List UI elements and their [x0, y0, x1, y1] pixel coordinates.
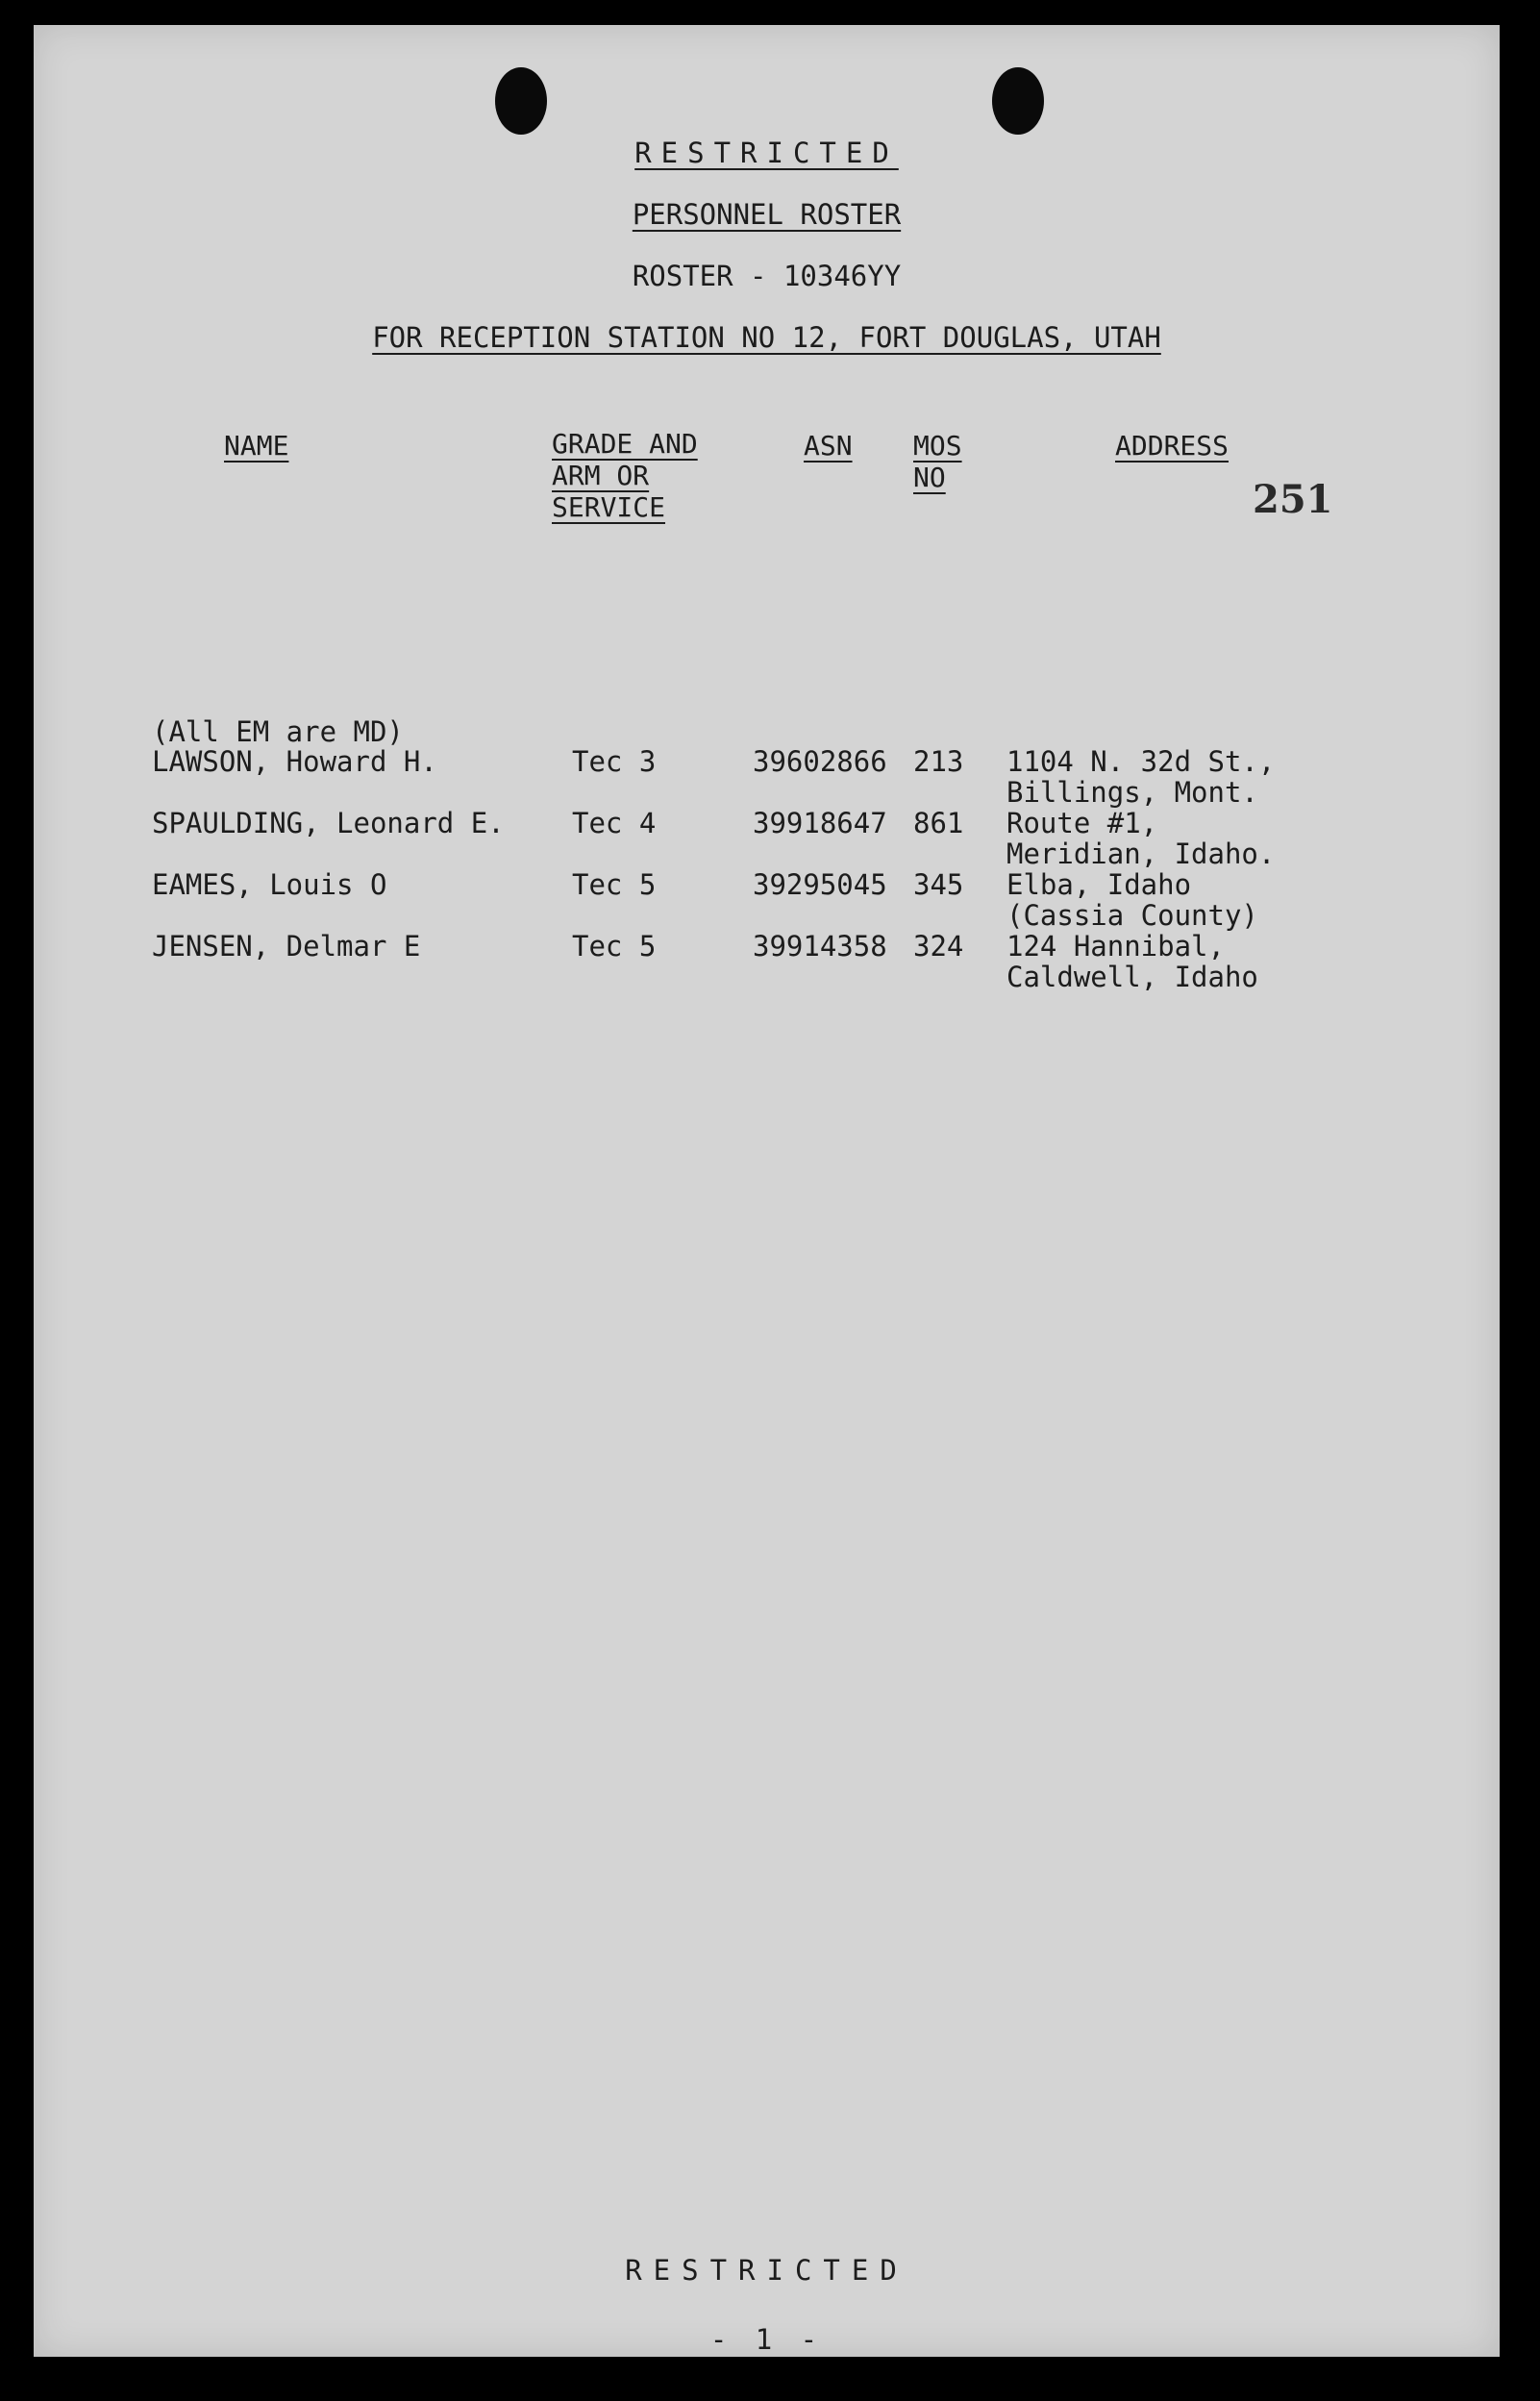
row-mos: 861: [913, 807, 964, 839]
row-mos: 213: [913, 745, 964, 778]
row-address-line-1: 124 Hannibal,: [1006, 930, 1225, 963]
roster-note: (All EM are MD): [152, 715, 404, 748]
row-name: EAMES, Louis O: [152, 868, 387, 901]
column-header-address: ADDRESS: [1115, 430, 1230, 462]
row-asn: 39295045: [753, 868, 887, 901]
document-title: [34, 198, 1500, 231]
row-grade: Tec 5: [572, 930, 657, 963]
station-line-text: FOR RECEPTION STATION NO 12, FORT DOUGLAS, UTAH: [372, 321, 1161, 354]
page-number: - 1 -: [709, 2323, 824, 2356]
row-asn: 39914358: [753, 930, 887, 963]
row-address-line-2: Meridian, Idaho.: [1006, 838, 1276, 870]
row-asn: 39918647: [753, 807, 887, 839]
column-header-mos: MOS NO: [913, 430, 962, 493]
row-address-line-2: Caldwell, Idaho: [1006, 961, 1258, 993]
punch-hole-left: [495, 67, 547, 135]
row-address-line-2: (Cassia County): [1006, 899, 1258, 932]
row-address-line-2: Billings, Mont.: [1006, 776, 1258, 809]
station-line: [34, 321, 1500, 354]
document-title-text: PERSONNEL ROSTER: [632, 198, 902, 231]
row-address-line-1: Route #1,: [1006, 807, 1158, 839]
column-header-name: NAME: [224, 430, 289, 462]
row-name: LAWSON, Howard H.: [152, 745, 437, 778]
row-asn: 39602866: [753, 745, 887, 778]
column-header-asn: ASN: [804, 430, 853, 462]
row-name: SPAULDING, Leonard E.: [152, 807, 505, 839]
row-mos: 324: [913, 930, 964, 963]
roster-sheet: [34, 25, 1500, 2357]
punch-hole-right: [992, 67, 1044, 135]
page-stamp-number: 251: [1253, 477, 1333, 522]
row-address-line-1: 1104 N. 32d St.,: [1006, 745, 1276, 778]
column-header-grade: GRADE AND ARM OR SERVICE: [552, 428, 698, 523]
classification-header-text: RESTRICTED: [634, 137, 899, 169]
roster-number: ROSTER - 10346YY: [632, 260, 902, 292]
row-grade: Tec 5: [572, 868, 657, 901]
row-name: JENSEN, Delmar E: [152, 930, 421, 963]
row-grade: Tec 3: [572, 745, 657, 778]
classification-footer: RESTRICTED: [625, 2254, 908, 2287]
row-grade: Tec 4: [572, 807, 657, 839]
row-mos: 345: [913, 868, 964, 901]
row-address-line-1: Elba, Idaho: [1006, 868, 1192, 901]
classification-header: [34, 137, 1500, 169]
